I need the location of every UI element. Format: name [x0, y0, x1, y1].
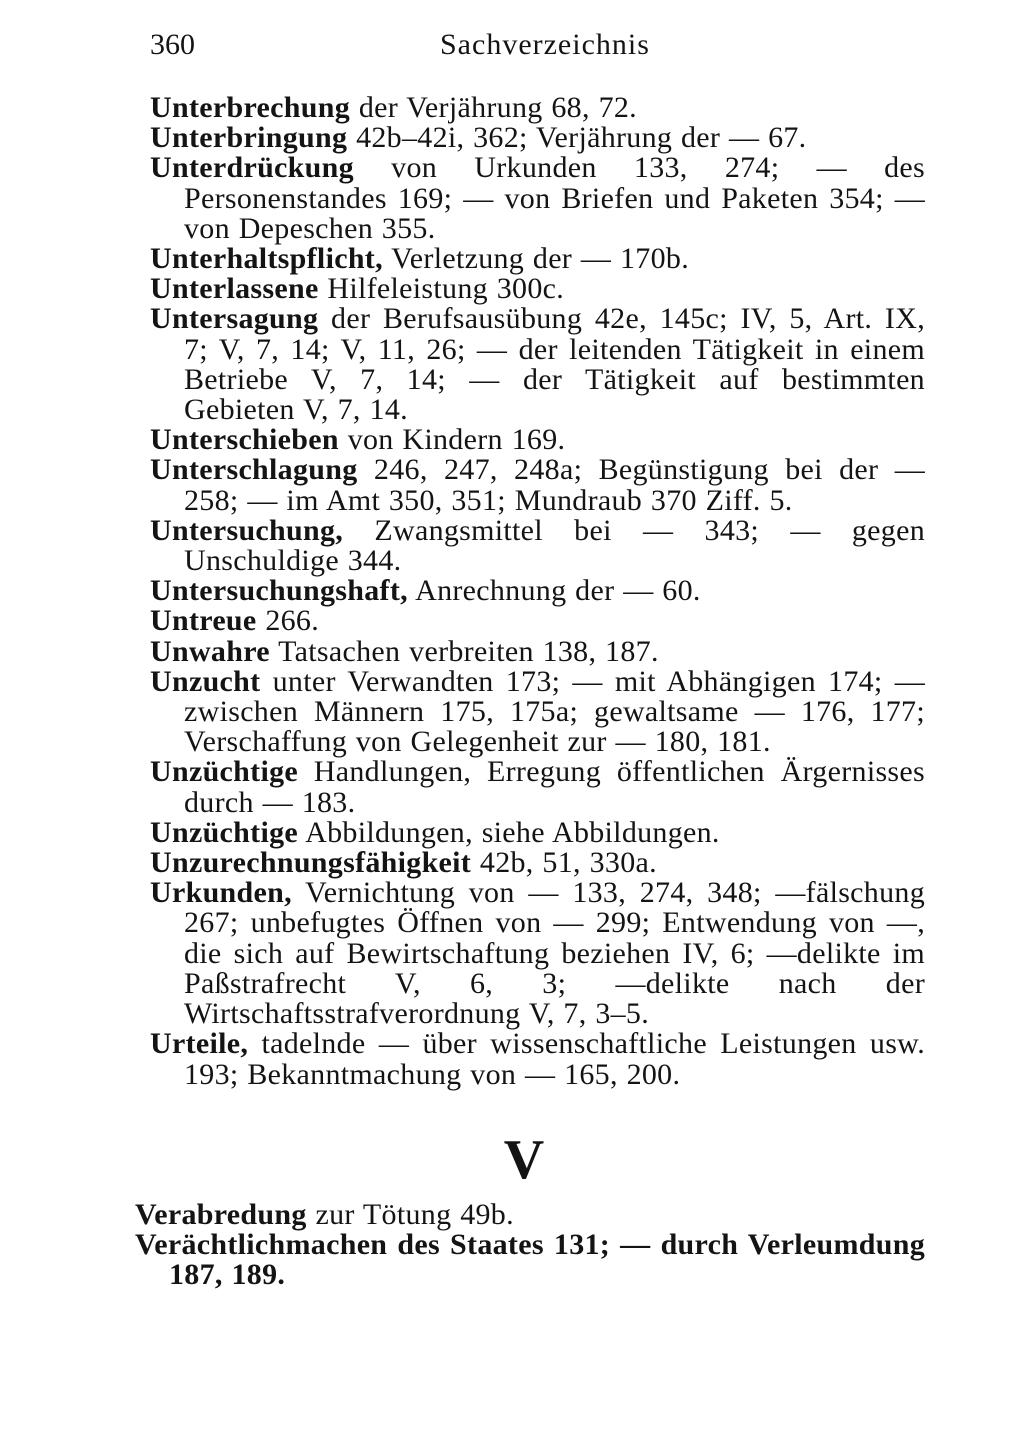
- entry-text: Anrechnung der — 60.: [407, 574, 701, 608]
- index-entry: [150, 606, 925, 636]
- entry-text: Abbildungen, siehe Abbildungen.: [298, 815, 720, 849]
- entry-term: Urkunden,: [150, 876, 292, 910]
- index-entries-v: [135, 1200, 925, 1291]
- index-entry: [150, 757, 925, 817]
- entry-text: von Urkunden 133, 274; — des Personenstandes 169; — von Briefen und Paketen 354; — von Depeschen 355.: [184, 151, 925, 245]
- entry-term: Verabredung: [135, 1198, 307, 1231]
- index-entry: [135, 1230, 925, 1290]
- index-entry: [150, 1029, 925, 1089]
- letter-heading: V: [503, 1129, 545, 1191]
- entry-term: Untersagung: [150, 302, 319, 336]
- entry-text: 266.: [256, 604, 320, 638]
- index-entry: [150, 93, 925, 123]
- entry-term: Unzüchtige: [150, 755, 298, 789]
- entry-term: Unterdrückung: [150, 151, 354, 185]
- entry-text: der Verjährung 68, 72.: [350, 91, 637, 124]
- entry-text: 42b–42i, 362; Verjährung der — 67.: [347, 121, 807, 155]
- entry-text: des Staates 131; — durch Verleumdung 187, 189.: [169, 1228, 925, 1292]
- index-entry: [150, 513, 925, 578]
- entry-term: Unterschlagung: [150, 453, 358, 487]
- entry-term: Untersuchungshaft,: [150, 574, 408, 608]
- entry-term: Unzurechnungsfähigkeit: [150, 846, 472, 880]
- index-entry: [150, 274, 925, 304]
- entry-text: Vernichtung von — 133, 274, 348; —fälschung 267; unbefugtes Öffnen von — 299; Entwendung von —, die sich auf Bewirtschaftung beziehen IV, 6; —delikte im Paßstrafrecht V, 6, 3; —delikte nach der Wirtschaftsstrafverordnung V, 7, 3–5.: [184, 876, 925, 1031]
- entry-term: Unterhaltspflicht,: [150, 242, 383, 276]
- index-entry: [150, 634, 925, 668]
- index-entry: [150, 425, 925, 455]
- index-entry: [150, 244, 925, 274]
- index-entries-u: [150, 93, 925, 1090]
- index-entry: [150, 455, 925, 515]
- index-entry: [135, 1200, 925, 1230]
- entry-text: von Kindern 169.: [338, 423, 566, 457]
- entry-text: Handlungen, Erregung öffentlichen Ärgernisses durch — 183.: [184, 755, 925, 819]
- entry-term: Untersuchung,: [150, 513, 344, 547]
- index-entry: [150, 123, 925, 153]
- index-entry: [150, 664, 925, 759]
- index-entry: [150, 815, 925, 849]
- entry-term: Unzucht: [150, 664, 261, 698]
- entry-term: Unterbrechung: [150, 91, 351, 124]
- entry-term: Verächtlichmachen: [135, 1228, 388, 1262]
- entry-text: Zwangsmittel bei — 343; — gegen Unschuldige 344.: [184, 513, 925, 578]
- entry-text: 246, 247, 248a; Begünstigung bei der — 258; — im Amt 350, 351; Mundraub 370 Ziff. 5.: [184, 453, 925, 517]
- index-entry: [150, 848, 925, 878]
- entry-text: Hilfeleistung 300c.: [318, 272, 565, 306]
- entry-term: Unwahre: [150, 634, 270, 668]
- entry-text: 42b, 51, 330a.: [471, 846, 657, 880]
- running-head-title: Sachverzeichnis: [440, 28, 650, 61]
- entry-text: zur Tötung 49b.: [306, 1198, 514, 1231]
- entry-text: tadelnde — über wissenschaftliche Leistungen usw. 193; Bekanntmachung von — 165, 200.: [184, 1027, 925, 1091]
- entry-text: Tatsachen verbreiten 138, 187.: [269, 634, 659, 668]
- index-entry: [150, 153, 925, 244]
- index-entry: [150, 878, 925, 1029]
- entry-text: der Berufsausübung 42e, 145c; IV, 5, Art. IX, 7; V, 7, 14; V, 11, 26; — der leitenden Tätigkeit in einem Betriebe V, 7, 14; — der Tätigkeit auf bestimmten Gebieten V, 7, 14.: [184, 302, 925, 427]
- index-entry: [150, 304, 925, 425]
- entry-term: Unterbringung: [150, 121, 348, 155]
- entry-term: Unterlassene: [150, 272, 319, 306]
- entry-term: Urteile,: [150, 1027, 249, 1061]
- entry-term: Unzüchtige: [150, 815, 298, 849]
- entry-text: Verletzung der — 170b.: [382, 242, 690, 276]
- entry-text: unter Verwandten 173; — mit Abhängigen 174; — zwischen Männern 175, 175a; gewaltsame — 176, 177; Verschaffung von Gelegenheit zur — 180, 181.: [184, 664, 925, 759]
- entry-term: Unterschieben: [150, 423, 339, 457]
- entry-term: Untreue: [150, 604, 257, 638]
- running-head: [150, 28, 930, 68]
- index-entry: [150, 576, 925, 606]
- page-number: 360: [150, 28, 195, 61]
